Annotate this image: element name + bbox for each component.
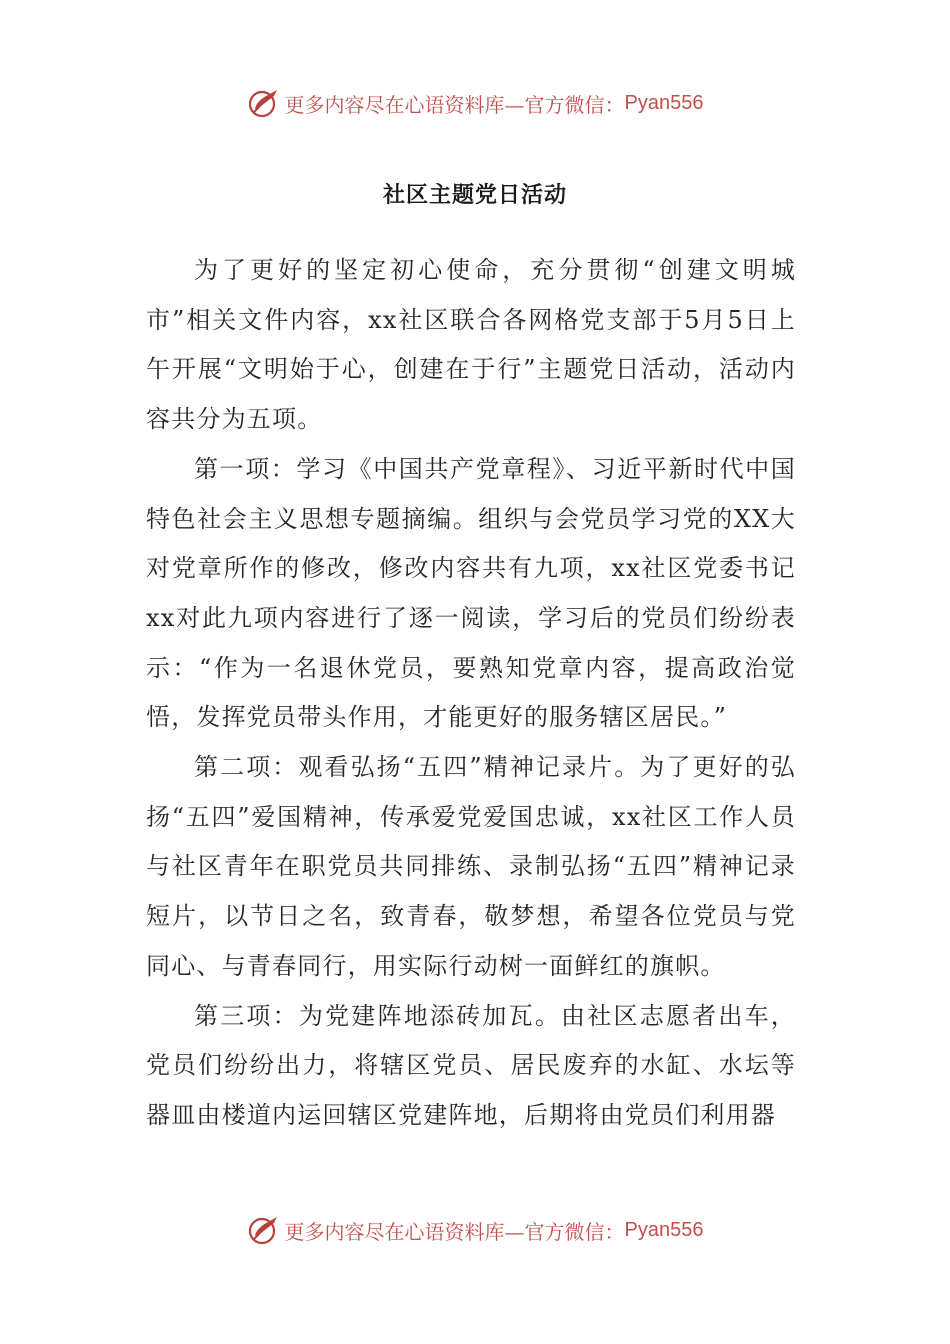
paragraph: 第二项：观看弘扬“五四”精神记录片。为了更好的弘扬“五四”爱国精神，传承爱党爱国忠诚，xx社区工作人员与社区青年在职党员共同排练、录制弘扬“五四”精神记录短片，以节日之名，致青春，敬梦想，希望各位党员与党同心、与青春同行，用实际行动树一面鲜红的旗帜。 (146, 753, 796, 980)
pen-logo-icon (247, 1213, 281, 1247)
header-watermark (0, 83, 950, 123)
paragraph: 第三项：为党建阵地添砖加瓦。由社区志愿者出车，党员们纷纷出力，将辖区党员、居民废弃的水缸、水坛等器皿由楼道内运回辖区党建阵地，后期将由党员们利用器 (146, 1001, 796, 1129)
document-body (146, 246, 796, 1141)
watermark-text: 更多内容尽在心语资料库—官方微信： (284, 92, 625, 117)
pen-logo-icon (247, 86, 281, 120)
watermark-text: 更多内容尽在心语资料库—官方微信： (284, 1219, 625, 1244)
watermark-wechat-id: Pyan556 (624, 91, 704, 114)
paragraph: 为了更好的坚定初心使命，充分贯彻“创建文明城市”相关文件内容，xx社区联合各网格党支部于5月5日上午开展“文明始于心，创建在于行”主题党日活动，活动内容共分为五项。 (146, 256, 796, 434)
watermark-wechat-id: Pyan556 (624, 1218, 704, 1241)
footer-watermark (0, 1210, 950, 1250)
document-title: 社区主题党日活动 (382, 183, 567, 208)
paragraph: 第一项：学习《中国共产党章程》、习近平新时代中国特色社会主义思想专题摘编。组织与会党员学习党的XX大对党章所作的修改，修改内容共有九项，xx社区党委书记xx对此九项内容进行了逐一阅读，学习后的党员们纷纷表示：“作为一名退休党员，要熟知党章内容，提高政治觉悟，发挥党员带头作用，才能更好的服务辖区居民。” (146, 454, 796, 732)
